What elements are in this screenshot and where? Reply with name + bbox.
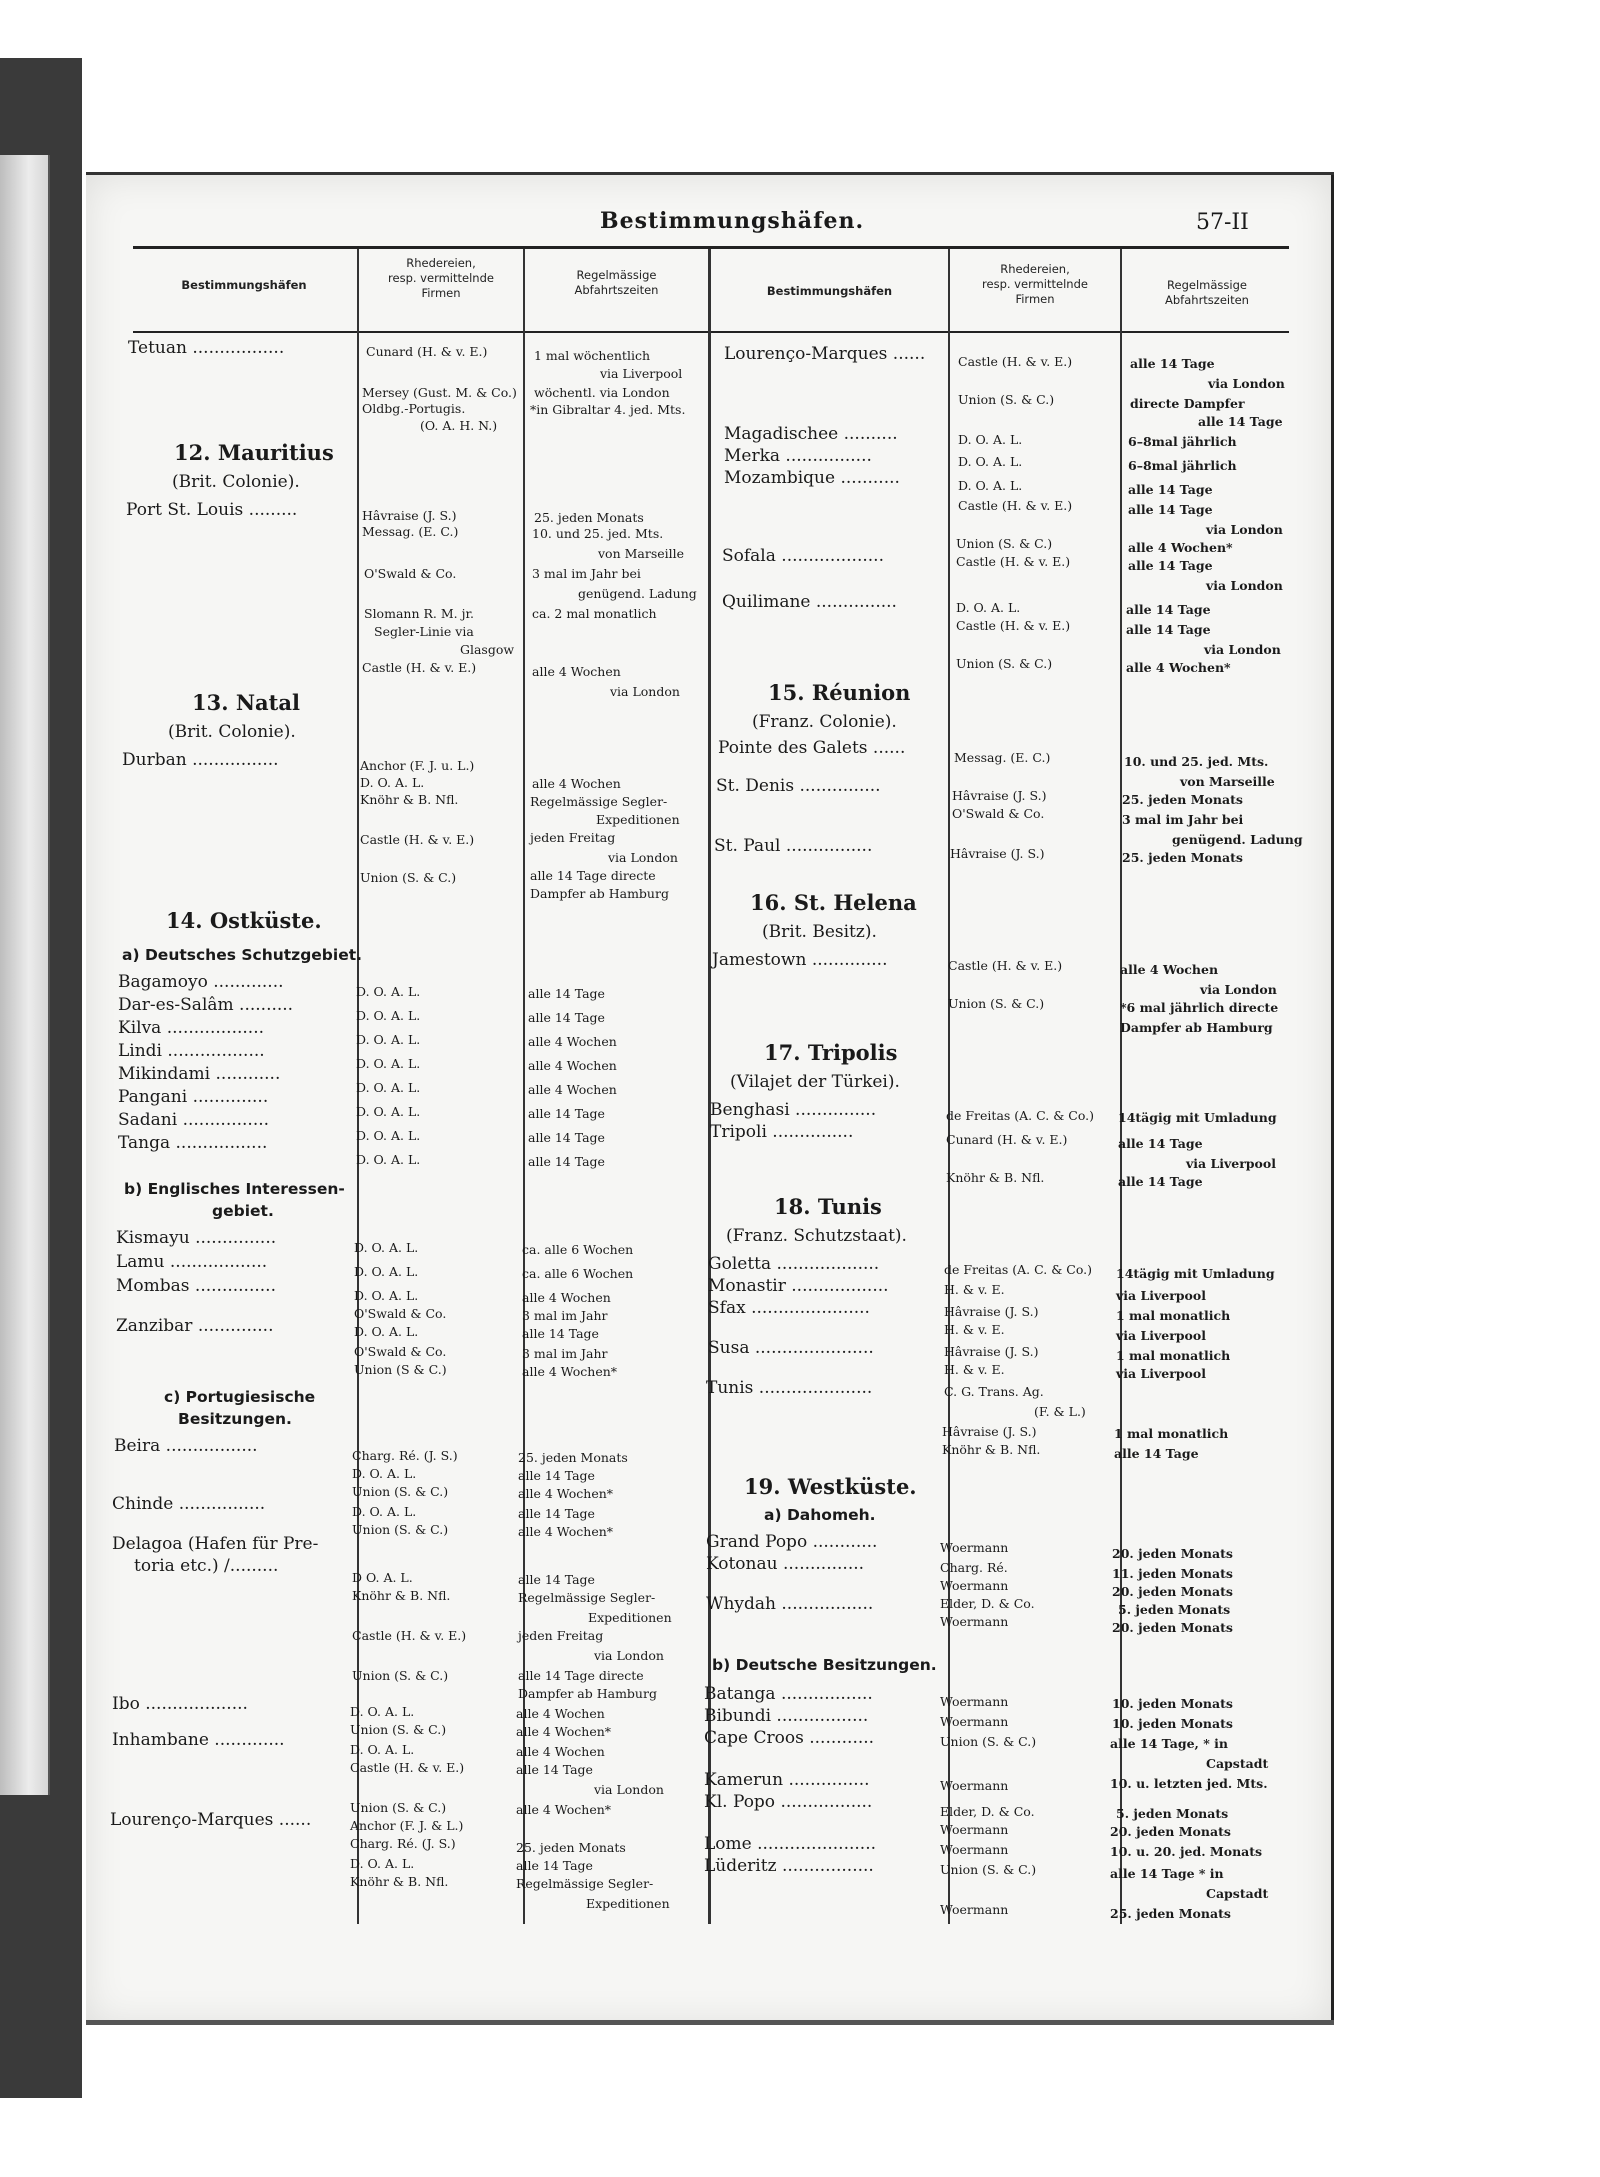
carrier: (O. A. H. N.) [420,418,498,433]
port-entry: Tanga ................. [118,1133,268,1153]
departure: 25. jeden Monats [1122,850,1243,865]
departure: 25. jeden Monats [516,1840,626,1855]
carrier: D. O. A. L. [354,1288,419,1303]
departure: via London [1206,578,1283,593]
departure: *in Gibraltar 4. jed. Mts. [530,402,686,417]
carrier: D. O. A. L. [350,1704,415,1719]
departure: via London [610,684,680,699]
carrier: Union (S. & C.) [948,996,1045,1011]
departure: alle 4 Wochen* [522,1364,618,1379]
departure: alle 14 Tage * in [1110,1866,1224,1881]
carrier: Union (S. & C.) [940,1862,1037,1877]
col-header-carriers-right: Rhedereien, resp. vermittelnde Firmen [982,262,1088,306]
port-entry: St. Denis ............... [716,776,881,796]
port-entry: Beira ................. [114,1436,258,1456]
carrier: D. O. A. L. [356,1008,421,1023]
port-entry: Whydah ................. [706,1594,874,1614]
carrier: Union (S. & C.) [956,536,1053,551]
carrier: D. O. A. L. [352,1504,417,1519]
carrier: Woermann [940,1714,1009,1729]
carrier: D O. A. L. [352,1570,413,1585]
carrier: Castle (H. & v. E.) [362,660,477,675]
carrier: Hâvraise (J. S.) [950,846,1045,861]
carrier: C. G. Trans. Ag. [944,1384,1044,1399]
departure: 11. jeden Monats [1112,1566,1233,1581]
departure: 10. jeden Monats [1112,1696,1233,1711]
departure: Regelmässige Segler- [518,1590,656,1605]
port-entry: Mozambique ........... [724,468,900,488]
col-header-departures-left: Regelmässige Abfahrtszeiten [574,268,659,297]
port-entry: Kamerun ............... [704,1770,870,1790]
departure: 1 mal monatlich [1114,1426,1229,1441]
carrier: Knöhr & B. Nfl. [942,1442,1041,1457]
subsection-heading: c) Portugiesische [164,1388,316,1406]
section-subheading: (Brit. Besitz). [762,922,877,942]
departure: 6–8mal jährlich [1128,458,1237,473]
carrier: Union (S. & C.) [360,870,457,885]
carrier: Segler-Linie via [374,624,474,639]
departure: alle 4 Wochen* [1128,540,1233,555]
departure: Dampfer ab Hamburg [1120,1020,1273,1035]
carrier: D. O. A. L. [354,1324,419,1339]
carrier: Woermann [940,1540,1009,1555]
carrier: Messag. (E. C.) [362,524,459,539]
departure: von Marseille [1180,774,1275,789]
departure: Capstadt [1206,1886,1269,1901]
departure: alle 4 Wochen* [518,1524,614,1539]
carrier: D. O. A. L. [356,1080,421,1095]
section-heading: 13. Natal [192,690,300,715]
port-entry: St. Paul ................ [714,836,873,856]
section-heading: 14. Ostküste. [166,908,322,933]
departure: alle 14 Tage [528,1154,605,1169]
carrier: H. & v. E. [944,1282,1005,1297]
departure: alle 14 Tage [518,1468,595,1483]
carrier: D. O. A. L. [360,775,425,790]
departure: via London [1206,522,1283,537]
departure: alle 14 Tage [518,1572,595,1587]
departure: alle 14 Tage [1114,1446,1199,1461]
departure: alle 14 Tage [528,986,605,1001]
header-rule-bottom [133,331,1289,333]
carrier: D. O. A. L. [354,1264,419,1279]
carrier: Hâvraise (J. S.) [942,1424,1037,1439]
page-number: 57-II [1196,210,1249,235]
departure: ca. alle 6 Wochen [522,1242,634,1257]
departure: alle 14 Tage [1128,482,1213,497]
port-entry: Benghasi ............... [710,1100,877,1120]
section-heading: 18. Tunis [774,1194,882,1219]
col-header-departures-right: Regelmässige Abfahrtszeiten [1165,278,1249,307]
carrier: Woermann [940,1822,1009,1837]
carrier: Knöhr & B. Nfl. [946,1170,1045,1185]
departure: 3 mal im Jahr [522,1346,608,1361]
departure: alle 4 Wochen* [516,1724,612,1739]
carrier: Hâvraise (J. S.) [944,1304,1039,1319]
port-entry: Magadischee .......... [724,424,898,444]
departure: alle 14 Tage [518,1506,595,1521]
carrier: Charg. Ré. (J. S.) [352,1448,458,1463]
carrier: Castle (H. & v. E.) [958,354,1073,369]
departure: alle 4 Wochen [516,1706,605,1721]
departure: 3 mal im Jahr [522,1308,608,1323]
departure: ca. alle 6 Wochen [522,1266,634,1281]
column-divider-main [708,249,711,1924]
carrier: D. O. A. L. [956,600,1021,615]
departure: alle 14 Tage directe [530,868,656,883]
carrier: Oldbg.-Portugis. [362,401,466,416]
section-heading: 15. Réunion [768,680,911,705]
departure: 10. u. letzten jed. Mts. [1110,1776,1268,1791]
departure: 5. jeden Monats [1118,1602,1231,1617]
departure: alle 4 Wochen [1120,962,1219,977]
carrier: Castle (H. & v. E.) [350,1760,465,1775]
departure: jeden Freitag [530,830,616,845]
departure: alle 4 Wochen [528,1034,617,1049]
port-entry: Pointe des Galets ...... [718,738,906,758]
section-subheading: (Brit. Colonie). [172,472,300,492]
departure: alle 14 Tage [1118,1136,1203,1151]
carrier: Glasgow [460,642,515,657]
col-header-ports-left: Bestimmungshäfen [181,278,307,292]
departure: via Liverpool [1116,1328,1206,1343]
port-entry: Monastir .................. [708,1276,889,1296]
departure: alle 4 Wochen [532,664,621,679]
departure: alle 4 Wochen [522,1290,611,1305]
port-entry: Sfax ...................... [708,1298,870,1318]
departure: alle 4 Wochen* [518,1486,614,1501]
port-entry: toria etc.) /......... [134,1556,279,1576]
port-entry: Bagamoyo ............. [118,972,284,992]
port-entry: Lome ...................... [704,1834,877,1854]
departure: 25. jeden Monats [518,1450,628,1465]
carrier: Woermann [940,1842,1009,1857]
departure: 14tägig mit Umladung [1116,1266,1275,1281]
departure: 10. und 25. jed. Mts. [1124,754,1269,769]
port-entry: Pangani .............. [118,1087,269,1107]
departure: alle 4 Wochen [528,1058,617,1073]
departure: Expeditionen [596,812,680,827]
carrier: D. O. A. L. [352,1466,417,1481]
departure: via Liverpool [1116,1366,1206,1381]
carrier: O'Swald & Co. [354,1306,447,1321]
carrier: Cunard (H. & v. E.) [366,344,488,359]
carrier: Hâvraise (J. S.) [362,508,457,523]
subsection-heading: b) Deutsche Besitzungen. [712,1656,937,1674]
departure: 10. und 25. jed. Mts. [532,526,664,541]
carrier: Union (S. & C.) [350,1722,447,1737]
port-entry: Inhambane ............. [112,1730,285,1750]
departure: 1 mal wöchentlich [534,348,650,363]
carrier: Castle (H. & v. E.) [958,498,1073,513]
subsection-heading: a) Dahomeh. [764,1506,876,1524]
carrier: Charg. Ré. (J. S.) [350,1836,456,1851]
carrier: Hâvraise (J. S.) [944,1344,1039,1359]
port-entry: Quilimane ............... [722,592,897,612]
departure: Expeditionen [586,1896,670,1911]
departure: via London [1208,376,1285,391]
departure: alle 4 Wochen [532,776,621,791]
port-entry: Lourenço-Marques ...... [110,1810,312,1830]
port-entry: Dar-es-Salâm .......... [118,995,294,1015]
port-entry: Batanga ................. [704,1684,873,1704]
port-entry: Delagoa (Hafen für Pre- [112,1534,319,1554]
port-entry: Sofala ................... [722,546,884,566]
departure: genügend. Ladung [578,586,697,601]
departure: 10. u. 20. jed. Monats [1110,1844,1263,1859]
departure: Dampfer ab Hamburg [518,1686,657,1701]
carrier: Slomann R. M. jr. [364,606,475,621]
carrier: Charg. Ré. [940,1560,1008,1575]
port-entry: Jamestown .............. [712,950,888,970]
column-rule [948,249,950,1924]
port-entry: Lourenço-Marques ...... [724,344,926,364]
carrier: Mersey (Gust. M. & Co.) [362,385,517,400]
carrier: D. O. A. L. [958,454,1023,469]
carrier: Cunard (H. & v. E.) [946,1132,1068,1147]
carrier: D. O. A. L. [958,478,1023,493]
carrier: Anchor (F. J. u. L.) [360,758,475,773]
carrier: Woermann [940,1694,1009,1709]
section-heading: 12. Mauritius [174,440,334,465]
departure: von Marseille [598,546,685,561]
carrier: Castle (H. & v. E.) [360,832,475,847]
port-entry: Kismayu ............... [116,1228,277,1248]
departure: alle 14 Tage [1130,356,1215,371]
carrier: Knöhr & B. Nfl. [350,1874,449,1889]
carrier: D. O. A. L. [356,1104,421,1119]
section-heading: 17. Tripolis [764,1040,898,1065]
departure: Regelmässige Segler- [516,1876,654,1891]
subsection-heading: b) Englisches Interessen- [124,1180,345,1198]
carrier: Knöhr & B. Nfl. [352,1588,451,1603]
port-entry: Merka ................ [724,446,872,466]
carrier: Woermann [940,1578,1009,1593]
departure: via London [594,1782,664,1797]
carrier: O'Swald & Co. [364,566,457,581]
carrier: H. & v. E. [944,1362,1005,1377]
carrier: Elder, D. & Co. [940,1804,1035,1819]
departure: alle 14 Tage [522,1326,599,1341]
departure: alle 14 Tage [516,1762,593,1777]
col-header-ports-right: Bestimmungshäfen [766,284,893,298]
port-entry: Durban ................ [122,750,279,770]
subsection-heading: Besitzungen. [178,1410,292,1428]
departure: alle 14 Tage [1128,558,1213,573]
departure: via London [1204,642,1281,657]
section-heading: 16. St. Helena [750,890,917,915]
carrier: Union (S. & C.) [352,1668,449,1683]
departure: alle 4 Wochen* [1126,660,1231,675]
departure: 14tägig mit Umladung [1118,1110,1277,1125]
section-subheading: (Brit. Colonie). [168,722,296,742]
port-entry: Ibo ................... [112,1694,248,1714]
carrier: O'Swald & Co. [952,806,1045,821]
port-entry: Susa ...................... [708,1338,874,1358]
section-heading: 19. Westküste. [744,1474,917,1499]
carrier: Anchor (F. J. & L.) [350,1818,464,1833]
departure: via Liverpool [1186,1156,1276,1171]
departure: 1 mal monatlich [1116,1348,1231,1363]
departure: 6–8mal jährlich [1128,434,1237,449]
departure: 20. jeden Monats [1112,1620,1233,1635]
departure: *6 mal jährlich directe [1120,1000,1279,1015]
carrier: Woermann [940,1778,1009,1793]
carrier: Union (S. & C.) [956,656,1053,671]
departure: ca. 2 mal monatlich [532,606,657,621]
departure: via London [608,850,678,865]
section-subheading: (Franz. Schutzstaat). [726,1226,907,1246]
carrier: Castle (H. & v. E.) [948,958,1063,973]
port-entry: Sadani ................ [118,1110,270,1130]
departure: alle 14 Tage [516,1858,593,1873]
departure: alle 14 Tage, * in [1110,1736,1228,1751]
carrier: D. O. A. L. [356,1152,421,1167]
departure: directe Dampfer [1130,396,1245,411]
port-entry: Goletta ................... [708,1254,880,1274]
carrier: Union (S. & C.) [352,1484,449,1499]
carrier: H. & v. E. [944,1322,1005,1337]
departure: 20. jeden Monats [1112,1546,1233,1561]
header-rule-top [133,246,1289,249]
carrier: Messag. (E. C.) [954,750,1051,765]
port-entry: Lamu .................. [116,1252,268,1272]
page-bottom-edge [86,2020,1334,2025]
running-title: Bestimmungshäfen. [600,208,865,234]
departure: Regelmässige Segler- [530,794,668,809]
departure: alle 14 Tage [1126,622,1211,637]
departure: via Liverpool [1116,1288,1206,1303]
column-rule [1120,249,1122,1924]
carrier: D. O. A. L. [356,1032,421,1047]
departure: Capstadt [1206,1756,1269,1771]
section-subheading: (Franz. Colonie). [752,712,897,732]
port-entry: Port St. Louis ......... [126,500,298,520]
carrier: de Freitas (A. C. & Co.) [946,1108,1095,1123]
departure: alle 14 Tage [528,1130,605,1145]
departure: alle 4 Wochen [516,1744,605,1759]
port-entry: Chinde ................ [112,1494,266,1514]
carrier: D. O. A. L. [356,1056,421,1071]
departure: Dampfer ab Hamburg [530,886,669,901]
departure: 25. jeden Monats [1110,1906,1231,1921]
carrier: Castle (H. & v. E.) [956,618,1071,633]
departure: alle 14 Tage [528,1010,605,1025]
carrier: Woermann [940,1902,1009,1917]
departure: 5. jeden Monats [1116,1806,1229,1821]
carrier: Elder, D. & Co. [940,1596,1035,1611]
departure: 10. jeden Monats [1112,1716,1233,1731]
port-entry: Mombas ............... [116,1276,276,1296]
port-entry: Tunis ..................... [706,1378,873,1398]
carrier: Castle (H. & v. E.) [352,1628,467,1643]
port-entry: Bibundi ................. [704,1706,869,1726]
carrier: D. O. A. L. [350,1742,415,1757]
departure: alle 14 Tage [1128,502,1213,517]
carrier: Knöhr & B. Nfl. [360,792,459,807]
departure: alle 14 Tage [1126,602,1211,617]
facing-page-edge [0,155,50,1795]
departure: alle 4 Wochen* [516,1802,612,1817]
departure: 25. jeden Monats [1122,792,1243,807]
carrier: D. O. A. L. [354,1240,419,1255]
departure: 1 mal monatlich [1116,1308,1231,1323]
carrier: D. O. A. L. [356,984,421,999]
carrier: D. O. A. L. [356,1128,421,1143]
subsection-heading: a) Deutsches Schutzgebiet. [122,946,363,964]
carrier: Woermann [940,1614,1009,1629]
carrier: de Freitas (A. C. & Co.) [944,1262,1093,1277]
page-top-edge [86,172,1334,175]
departure: wöchentl. via London [534,385,670,400]
departure: 25. jeden Monats [534,510,644,525]
port-entry: Mikindami ............ [118,1064,281,1084]
port-entry: Tetuan ................. [128,338,285,358]
port-entry: Grand Popo ............ [706,1532,878,1552]
departure: alle 4 Wochen [528,1082,617,1097]
departure: via London [594,1648,664,1663]
port-entry: Kotonau ............... [706,1554,865,1574]
subsection-heading: gebiet. [212,1202,274,1220]
port-entry: Cape Croos ............ [704,1728,875,1748]
departure: 3 mal im Jahr bei [1122,812,1244,827]
departure: 20. jeden Monats [1110,1824,1231,1839]
departure: Expeditionen [588,1610,672,1625]
departure: genügend. Ladung [1172,832,1303,847]
port-entry: Kl. Popo ................. [704,1792,873,1812]
departure: jeden Freitag [518,1628,604,1643]
carrier: Union (S & C.) [354,1362,447,1377]
port-entry: Lüderitz ................. [704,1856,874,1876]
carrier: Union (S. & C.) [352,1522,449,1537]
section-subheading: (Vilajet der Türkei). [730,1072,900,1092]
departure: via Liverpool [600,366,683,381]
departure: via London [1200,982,1277,997]
departure: alle 14 Tage [528,1106,605,1121]
port-entry: Zanzibar .............. [116,1316,274,1336]
port-entry: Tripoli ............... [710,1122,854,1142]
departure: 3 mal im Jahr bei [532,566,641,581]
departure: alle 14 Tage [1118,1174,1203,1189]
departure: 20. jeden Monats [1112,1584,1233,1599]
carrier: Union (S. & C.) [350,1800,447,1815]
col-header-carriers-left: Rhedereien, resp. vermittelnde Firmen [388,256,494,300]
carrier: Union (S. & C.) [958,392,1055,407]
carrier: O'Swald & Co. [354,1344,447,1359]
departure: alle 14 Tage [1198,414,1283,429]
port-entry: Lindi .................. [118,1041,265,1061]
port-entry: Kilva .................. [118,1018,265,1038]
carrier: Hâvraise (J. S.) [952,788,1047,803]
departure: alle 14 Tage directe [518,1668,644,1683]
carrier: Castle (H. & v. E.) [956,554,1071,569]
carrier: (F. & L.) [1034,1404,1086,1419]
carrier: D. O. A. L. [350,1856,415,1871]
carrier: Union (S. & C.) [940,1734,1037,1749]
carrier: D. O. A. L. [958,432,1023,447]
